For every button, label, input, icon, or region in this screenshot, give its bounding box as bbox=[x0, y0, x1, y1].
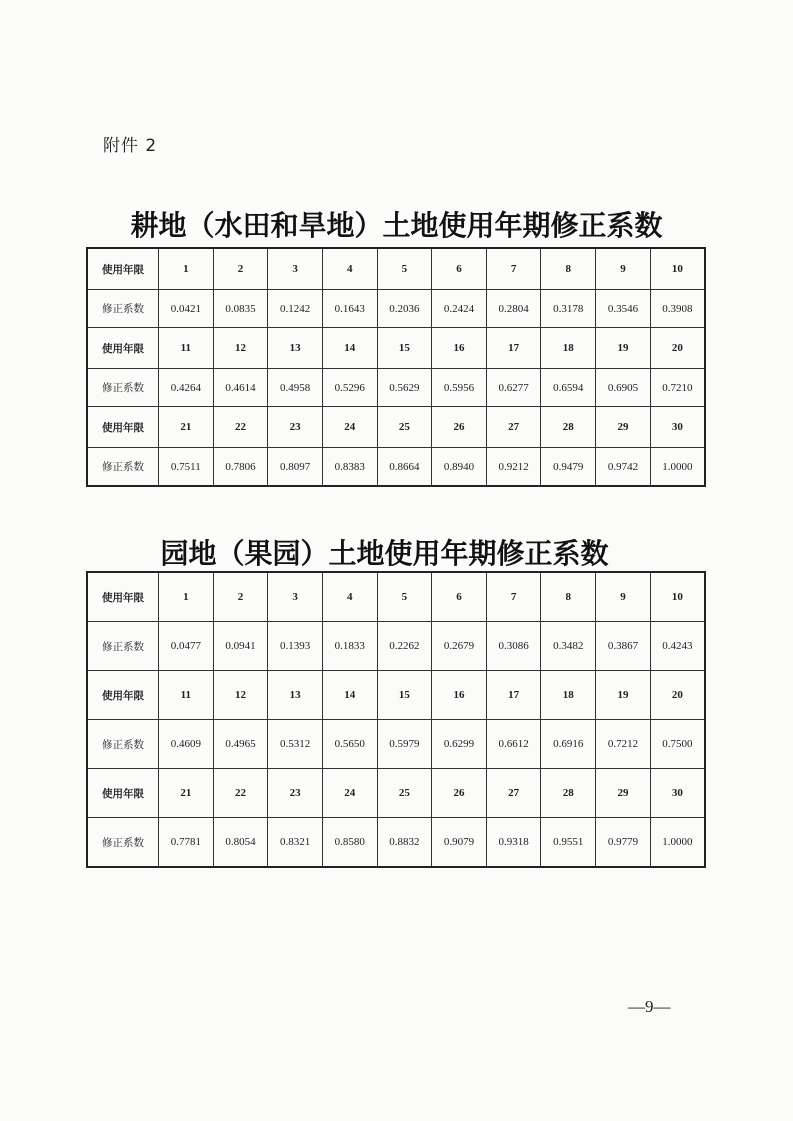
coefficient-cell: 0.6277 bbox=[486, 369, 541, 407]
year-cell: 6 bbox=[432, 248, 487, 290]
coefficient-cell: 0.7500 bbox=[650, 720, 705, 769]
coefficient-cell: 0.4614 bbox=[213, 369, 268, 407]
year-cell: 13 bbox=[268, 671, 323, 720]
coefficient-cell: 0.2036 bbox=[377, 290, 432, 328]
year-cell: 26 bbox=[432, 407, 487, 448]
coefficient-cell: 0.7781 bbox=[159, 818, 214, 868]
year-cell: 21 bbox=[159, 769, 214, 818]
year-cell: 12 bbox=[213, 328, 268, 369]
coefficient-table-orchard-land bbox=[86, 571, 706, 868]
years-row-header: 使用年限 bbox=[87, 671, 159, 720]
coefficient-cell: 0.1833 bbox=[322, 622, 377, 671]
coefficient-cell: 0.7212 bbox=[596, 720, 651, 769]
year-cell: 1 bbox=[159, 572, 214, 622]
year-cell: 19 bbox=[596, 671, 651, 720]
years-row-header: 使用年限 bbox=[87, 328, 159, 369]
year-cell: 23 bbox=[268, 407, 323, 448]
year-cell: 20 bbox=[650, 328, 705, 369]
coefficients-row bbox=[87, 818, 705, 868]
year-cell: 27 bbox=[486, 769, 541, 818]
coefficient-cell: 0.6612 bbox=[486, 720, 541, 769]
year-cell: 24 bbox=[322, 407, 377, 448]
table-title-orchard-land: 园地（果园）土地使用年期修正系数 bbox=[160, 537, 609, 570]
year-cell: 14 bbox=[322, 328, 377, 369]
attachment-label: 附件 2 bbox=[103, 136, 158, 156]
year-cell: 11 bbox=[159, 671, 214, 720]
coefficient-cell: 0.8321 bbox=[268, 818, 323, 868]
years-row-header: 使用年限 bbox=[87, 572, 159, 622]
year-cell: 4 bbox=[322, 572, 377, 622]
coefficient-cell: 1.0000 bbox=[650, 818, 705, 868]
year-cell: 8 bbox=[541, 248, 596, 290]
coefficient-cell: 0.3086 bbox=[486, 622, 541, 671]
year-cell: 10 bbox=[650, 572, 705, 622]
coefficient-cell: 0.1393 bbox=[268, 622, 323, 671]
coefficient-cell: 0.2424 bbox=[432, 290, 487, 328]
coefficient-cell: 0.9479 bbox=[541, 448, 596, 487]
year-cell: 17 bbox=[486, 671, 541, 720]
year-cell: 3 bbox=[268, 572, 323, 622]
table-title-cultivated-land: 耕地（水田和旱地）土地使用年期修正系数 bbox=[130, 209, 663, 242]
year-cell: 11 bbox=[159, 328, 214, 369]
coefficient-cell: 0.0477 bbox=[159, 622, 214, 671]
year-cell: 2 bbox=[213, 572, 268, 622]
coefficient-cell: 0.8097 bbox=[268, 448, 323, 487]
years-row bbox=[87, 572, 705, 622]
years-row-header: 使用年限 bbox=[87, 407, 159, 448]
year-cell: 18 bbox=[541, 671, 596, 720]
coefficient-cell: 0.2262 bbox=[377, 622, 432, 671]
coefficient-cell: 0.5956 bbox=[432, 369, 487, 407]
coefficient-cell: 0.3908 bbox=[650, 290, 705, 328]
coefficient-cell: 0.5979 bbox=[377, 720, 432, 769]
years-row bbox=[87, 671, 705, 720]
coefficient-cell: 0.8664 bbox=[377, 448, 432, 487]
coefficient-cell: 0.7511 bbox=[159, 448, 214, 487]
year-cell: 25 bbox=[377, 769, 432, 818]
coefficient-cell: 0.5629 bbox=[377, 369, 432, 407]
coefficient-cell: 0.0941 bbox=[213, 622, 268, 671]
year-cell: 23 bbox=[268, 769, 323, 818]
coefficient-cell: 0.8383 bbox=[322, 448, 377, 487]
year-cell: 7 bbox=[486, 248, 541, 290]
year-cell: 5 bbox=[377, 248, 432, 290]
coefficient-cell: 0.5650 bbox=[322, 720, 377, 769]
year-cell: 6 bbox=[432, 572, 487, 622]
year-cell: 30 bbox=[650, 407, 705, 448]
coefficients-row-header: 修正系数 bbox=[87, 448, 159, 487]
coefficient-cell: 0.5312 bbox=[268, 720, 323, 769]
coefficient-cell: 0.2804 bbox=[486, 290, 541, 328]
coefficient-cell: 0.4958 bbox=[268, 369, 323, 407]
year-cell: 28 bbox=[541, 407, 596, 448]
year-cell: 26 bbox=[432, 769, 487, 818]
coefficients-row-header: 修正系数 bbox=[87, 622, 159, 671]
coefficient-cell: 0.8832 bbox=[377, 818, 432, 868]
coefficient-cell: 0.6299 bbox=[432, 720, 487, 769]
coefficient-table-cultivated-land bbox=[86, 247, 706, 487]
coefficient-cell: 0.3178 bbox=[541, 290, 596, 328]
coefficient-cell: 0.6594 bbox=[541, 369, 596, 407]
coefficient-cell: 0.0421 bbox=[159, 290, 214, 328]
year-cell: 29 bbox=[596, 407, 651, 448]
year-cell: 4 bbox=[322, 248, 377, 290]
year-cell: 16 bbox=[432, 328, 487, 369]
coefficient-cell: 0.4243 bbox=[650, 622, 705, 671]
years-row bbox=[87, 248, 705, 290]
year-cell: 12 bbox=[213, 671, 268, 720]
coefficients-row bbox=[87, 448, 705, 487]
coefficients-row bbox=[87, 720, 705, 769]
coefficient-cell: 0.9742 bbox=[596, 448, 651, 487]
coefficients-row bbox=[87, 290, 705, 328]
year-cell: 8 bbox=[541, 572, 596, 622]
coefficient-cell: 0.6905 bbox=[596, 369, 651, 407]
coefficient-cell: 0.1643 bbox=[322, 290, 377, 328]
coefficient-cell: 0.9779 bbox=[596, 818, 651, 868]
coefficient-cell: 0.8054 bbox=[213, 818, 268, 868]
years-row-header: 使用年限 bbox=[87, 769, 159, 818]
coefficients-row-header: 修正系数 bbox=[87, 290, 159, 328]
coefficient-cell: 0.3546 bbox=[596, 290, 651, 328]
page-number: —9— bbox=[628, 997, 671, 1016]
year-cell: 20 bbox=[650, 671, 705, 720]
year-cell: 15 bbox=[377, 671, 432, 720]
coefficient-cell: 0.9551 bbox=[541, 818, 596, 868]
year-cell: 14 bbox=[322, 671, 377, 720]
year-cell: 19 bbox=[596, 328, 651, 369]
year-cell: 25 bbox=[377, 407, 432, 448]
coefficient-cell: 0.3867 bbox=[596, 622, 651, 671]
year-cell: 15 bbox=[377, 328, 432, 369]
year-cell: 2 bbox=[213, 248, 268, 290]
coefficient-cell: 0.9212 bbox=[486, 448, 541, 487]
year-cell: 29 bbox=[596, 769, 651, 818]
year-cell: 1 bbox=[159, 248, 214, 290]
coefficient-cell: 0.3482 bbox=[541, 622, 596, 671]
year-cell: 10 bbox=[650, 248, 705, 290]
year-cell: 9 bbox=[596, 572, 651, 622]
year-cell: 3 bbox=[268, 248, 323, 290]
coefficients-row-header: 修正系数 bbox=[87, 818, 159, 868]
year-cell: 5 bbox=[377, 572, 432, 622]
coefficient-cell: 0.5296 bbox=[322, 369, 377, 407]
coefficient-cell: 0.0835 bbox=[213, 290, 268, 328]
coefficients-row bbox=[87, 622, 705, 671]
coefficient-cell: 0.1242 bbox=[268, 290, 323, 328]
coefficients-row-header: 修正系数 bbox=[87, 369, 159, 407]
coefficient-cell: 0.4609 bbox=[159, 720, 214, 769]
years-row bbox=[87, 769, 705, 818]
coefficient-cell: 0.7806 bbox=[213, 448, 268, 487]
year-cell: 21 bbox=[159, 407, 214, 448]
year-cell: 16 bbox=[432, 671, 487, 720]
year-cell: 17 bbox=[486, 328, 541, 369]
year-cell: 24 bbox=[322, 769, 377, 818]
coefficient-cell: 0.8940 bbox=[432, 448, 487, 487]
years-row bbox=[87, 328, 705, 369]
years-row bbox=[87, 407, 705, 448]
coefficient-cell: 0.9318 bbox=[486, 818, 541, 868]
coefficient-cell: 0.2679 bbox=[432, 622, 487, 671]
coefficient-cell: 0.4965 bbox=[213, 720, 268, 769]
year-cell: 7 bbox=[486, 572, 541, 622]
year-cell: 27 bbox=[486, 407, 541, 448]
year-cell: 22 bbox=[213, 407, 268, 448]
coefficient-cell: 0.4264 bbox=[159, 369, 214, 407]
coefficients-row-header: 修正系数 bbox=[87, 720, 159, 769]
year-cell: 30 bbox=[650, 769, 705, 818]
years-row-header: 使用年限 bbox=[87, 248, 159, 290]
year-cell: 22 bbox=[213, 769, 268, 818]
coefficient-cell: 0.7210 bbox=[650, 369, 705, 407]
year-cell: 13 bbox=[268, 328, 323, 369]
coefficient-cell: 0.6916 bbox=[541, 720, 596, 769]
coefficient-cell: 1.0000 bbox=[650, 448, 705, 487]
year-cell: 18 bbox=[541, 328, 596, 369]
coefficients-row bbox=[87, 369, 705, 407]
coefficient-cell: 0.9079 bbox=[432, 818, 487, 868]
year-cell: 9 bbox=[596, 248, 651, 290]
year-cell: 28 bbox=[541, 769, 596, 818]
coefficient-cell: 0.8580 bbox=[322, 818, 377, 868]
